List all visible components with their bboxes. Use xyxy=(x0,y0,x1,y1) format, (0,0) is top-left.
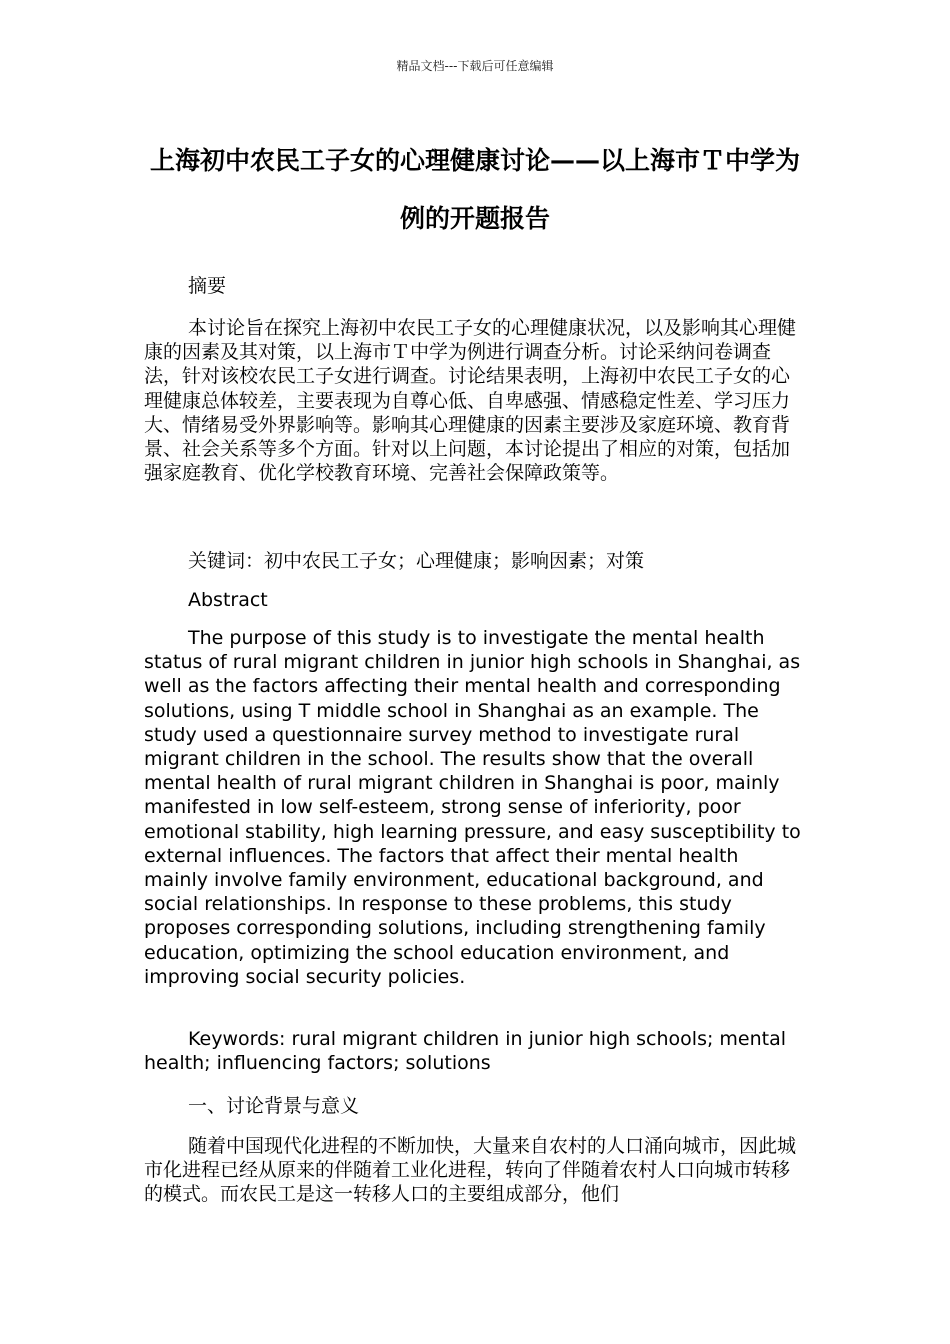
abstract-en-body: The purpose of this study is to investigate the mental health status of rural migrant children in junior high schools in Shanghai, as well as the factors affecting their mental health and corresponding solutions, using T middle school in Shanghai as an example. The study used a questionnaire survey method to investigate rural migrant children in the school. The results show that the overall mental health of rural migrant children in Shanghai is poor, mainly manifested in low self-esteem, strong sense of inferiority, poor emotional stability, high learning pressure, and easy susceptibility to external influences. The factors that affect their mental health mainly involve family environment, educational background, and social relationships. In response to these problems, this study proposes corresponding solutions, including strengthening family education, optimizing the school education environment, and improving social security policies. xyxy=(144,627,801,988)
keywords-cn: 关键词：初中农民工子女；心理健康；影响因素；对策 xyxy=(188,550,645,572)
abstract-cn-heading: 摘要 xyxy=(188,275,227,297)
abstract-en-heading: Abstract xyxy=(188,589,268,611)
keywords-en: Keywords: rural migrant children in junior high schools; mental health; influencing factors; solutions xyxy=(144,1028,787,1075)
document-title: 上海初中农民工子女的心理健康讨论——以上海市Ｔ中学为例的开题报告 xyxy=(149,146,800,233)
abstract-cn-body: 本讨论旨在探究上海初中农民工子女的心理健康状况，以及影响其心理健康的因素及其对策，以上海市Ｔ中学为例进行调查分析。讨论采纳问卷调查法，针对该校农民工子女进行调查。讨论结果表明，上海初中农民工子女的心理健康总体较差，主要表现为自尊心低、自卑感强、情感稳定性差、学习压力大、情绪易受外界影响等。影响其心理健康的因素主要涉及家庭环境、教育背景、社会关系等多个方面。针对以上问题，本讨论提出了相应的对策，包括加强家庭教育、优化学校教育环境、完善社会保障政策等。 xyxy=(144,317,797,485)
section1-heading: 一、讨论背景与意义 xyxy=(188,1095,360,1117)
header-note: 精品文档---下载后可任意编辑 xyxy=(396,59,554,73)
section1-body: 随着中国现代化进程的不断加快，大量来自农村的人口涌向城市，因此城市化进程已经从原来的伴随着工业化进程，转向了伴随着农村人口向城市转移的模式。而农民工是这一转移人口的主要组成部分，他们 xyxy=(144,1135,797,1206)
